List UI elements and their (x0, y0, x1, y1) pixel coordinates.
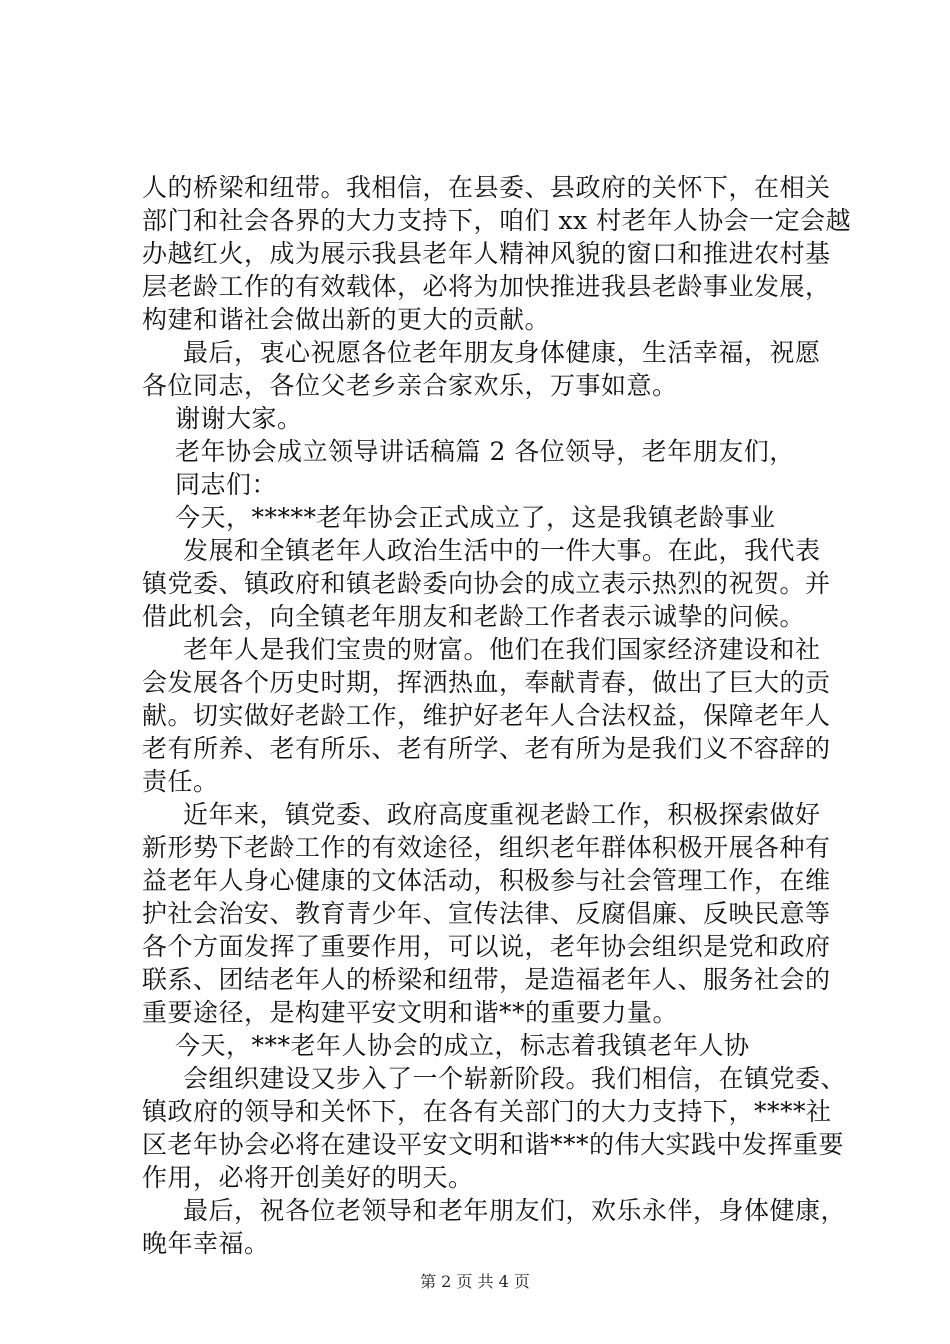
body-line: 老年协会成立领导讲话稿篇 2 各位领导，老年朋友们， (175, 437, 795, 466)
body-line: 会发展各个历史时期，挥洒热血，奉献青春，做出了巨大的贡 (142, 668, 831, 697)
body-line: 重要途径，是构建平安文明和谐**的重要力量。 (142, 998, 679, 1027)
body-line: 益老年人身心健康的文体活动，积极参与社会管理工作，在维 (142, 866, 831, 895)
page-number-footer: 第 2 页 共 4 页 (420, 1272, 530, 1291)
body-line: 谢谢大家。 (175, 404, 303, 433)
body-line: 最后，祝各位老领导和老年朋友们，欢乐永伴，身体健康， (183, 1196, 847, 1225)
body-line: 镇政府的领导和关怀下，在各有关部门的大力支持下，****社 (142, 1097, 832, 1126)
body-line: 发展和全镇老年人政治生活中的一件大事。在此，我代表 (183, 536, 821, 565)
body-line: 借此机会，向全镇老年朋友和老龄工作者表示诚挚的问候。 (142, 602, 806, 631)
body-line: 近年来，镇党委、政府高度重视老龄工作，积极探索做好 (183, 800, 821, 829)
body-line: 老有所养、老有所乐、老有所学、老有所为是我们义不容辞的 (142, 734, 831, 763)
body-line: 区老年协会必将在建设平安文明和谐***的伟大实践中发挥重要 (142, 1130, 845, 1159)
body-line: 老年人是我们宝贵的财富。他们在我们国家经济建设和社 (183, 635, 821, 664)
body-line: 层老龄工作的有效载体，必将为加快推进我县老龄事业发展， (142, 272, 831, 301)
body-line: 作用，必将开创美好的明天。 (142, 1163, 474, 1192)
body-line: 献。切实做好老龄工作，维护好老年人合法权益，保障老年人 (142, 701, 831, 730)
body-line: 各位同志，各位父老乡亲合家欢乐，万事如意。 (142, 371, 678, 400)
body-line: 办越红火，成为展示我县老年人精神风貌的窗口和推进农村基 (142, 239, 831, 268)
body-line: 人的桥梁和纽带。我相信，在县委、县政府的关怀下，在相关 (142, 173, 831, 202)
body-line: 会组织建设又步入了一个崭新阶段。我们相信，在镇党委、 (183, 1064, 847, 1093)
body-line: 最后，衷心祝愿各位老年朋友身体健康，生活幸福，祝愿 (183, 338, 821, 367)
body-line: 镇党委、镇政府和镇老龄委向协会的成立表示热烈的祝贺。并 (142, 569, 831, 598)
body-line: 联系、团结老年人的桥梁和纽带，是造福老年人、服务社会的 (142, 965, 831, 994)
body-line: 各个方面发挥了重要作用，可以说，老年协会组织是党和政府 (142, 932, 831, 961)
body-line: 今天，***老年人协会的成立，标志着我镇老年人协 (175, 1031, 750, 1060)
body-line: 护社会治安、教育青少年、宣传法律、反腐倡廉、反映民意等 (142, 899, 831, 928)
body-line: 晚年幸福。 (142, 1229, 270, 1258)
body-line: 新形势下老龄工作的有效途径，组织老年群体积极开展各种有 (142, 833, 831, 862)
body-line: 部门和社会各界的大力支持下，咱们 xx 村老年人协会一定会越 (142, 206, 852, 235)
body-line: 同志们： (175, 470, 278, 499)
body-line: 责任。 (142, 767, 219, 796)
body-line: 今天，*****老年协会正式成立了，这是我镇老龄事业 (175, 503, 776, 532)
body-line: 构建和谐社会做出新的更大的贡献。 (142, 305, 551, 334)
